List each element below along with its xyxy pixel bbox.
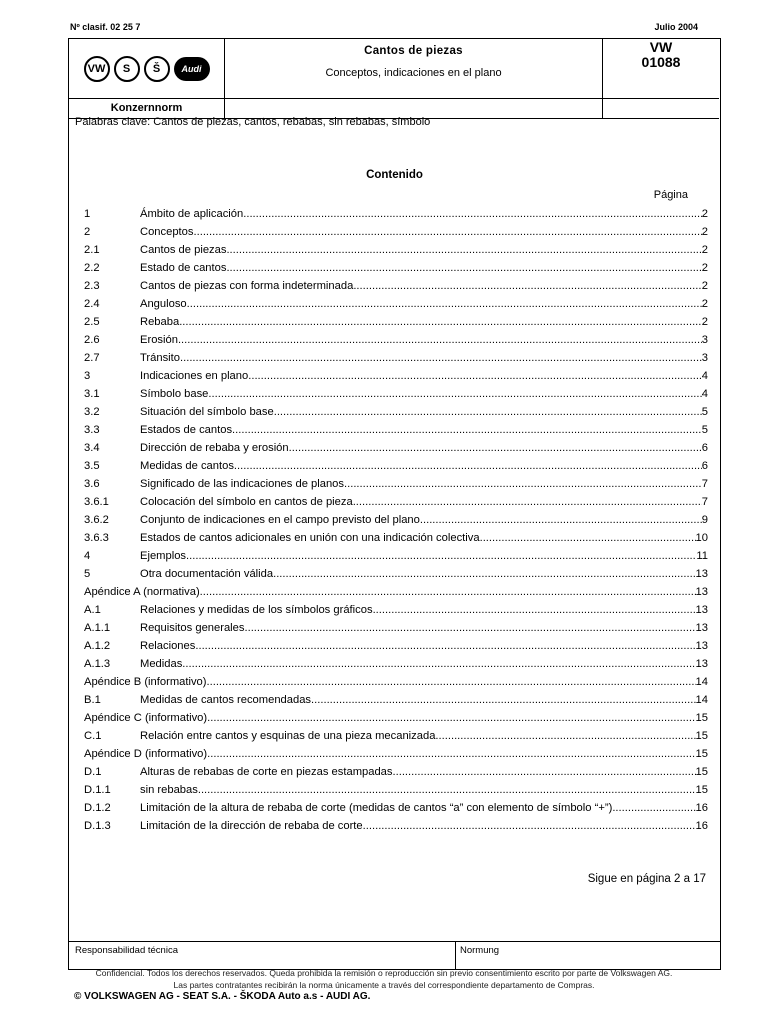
toc-leader-dots [353, 277, 701, 295]
toc-entry-number: 3.5 [84, 460, 100, 472]
toc-entry-body [140, 493, 702, 511]
toc-entry-label: Conceptos [140, 226, 194, 238]
toc-entry-page: 2 [701, 262, 708, 274]
toc-entry-number: 4 [84, 550, 91, 562]
toc-entry [84, 727, 708, 745]
toc-entry-body [140, 457, 702, 475]
toc-entry-page: 6 [701, 460, 708, 472]
toc-entry [84, 691, 708, 709]
toc-leader-dots [243, 205, 702, 223]
toc-entry-page: 7 [701, 496, 708, 508]
toc-entry-number: 3.2 [84, 406, 100, 418]
toc-entry-label: Apéndice C (informativo) [84, 712, 208, 724]
classification-number: Nº clasif. 02 25 7 [70, 22, 141, 32]
vw-logo-icon: VW [84, 56, 110, 82]
toc-entry-number: 2.7 [84, 352, 100, 364]
toc-entry-page: 15 [695, 730, 708, 742]
toc-entry-page: 2 [701, 280, 708, 292]
toc-entry-body [140, 367, 702, 385]
toc-entry [84, 511, 708, 529]
toc-entry-number: D.1.3 [84, 820, 111, 832]
toc-entry-number: 3.1 [84, 388, 100, 400]
toc-entry-label: Anguloso [140, 298, 187, 310]
toc-entry [84, 277, 708, 295]
toc-entry-body [140, 205, 702, 223]
toc-leader-dots [179, 313, 702, 331]
toc-leader-dots [182, 655, 695, 673]
toc-entry-page: 14 [695, 676, 708, 688]
toc-entry-label: Apéndice A (normativa) [84, 586, 200, 598]
toc-entry-label: Relación entre cantos y esquinas de una pieza mecanizada [140, 730, 436, 742]
toc-entry-label: Colocación del símbolo en cantos de pieza [140, 496, 353, 508]
toc-entry [84, 295, 708, 313]
toc-entry-page: 3 [701, 352, 708, 364]
toc-entry-number: 3 [84, 370, 91, 382]
toc-leader-dots [198, 781, 696, 799]
toc-entry-number: A.1.2 [84, 640, 111, 652]
toc-leader-dots [248, 367, 702, 385]
page-column-heading: Página [653, 189, 688, 201]
toc-entry-page: 3 [701, 334, 708, 346]
confidentiality-notice: Confidencial. Todos los derechos reservados. Queda prohibida la remisión o reproducción sin previo consentimiento escrito por parte de Volkswagen AG. [95, 968, 673, 978]
toc-leader-dots [207, 673, 696, 691]
title-cell [225, 39, 603, 99]
toc-entry-label: Relaciones y medidas de los símbolos gráficos [140, 604, 373, 616]
toc-entry-number: 3.6.3 [84, 532, 109, 544]
document-date: Julio 2004 [654, 22, 698, 32]
toc-entry-label: Estado de cantos [140, 262, 227, 274]
toc-entry-body [140, 547, 696, 565]
toc-entry-number: 3.6.1 [84, 496, 109, 508]
toc-entry-label: sin rebabas [140, 784, 198, 796]
toc-entry-number: 2.2 [84, 262, 100, 274]
toc-entry [84, 619, 708, 637]
toc-entry [84, 817, 708, 835]
toc-entry-body [140, 727, 696, 745]
toc-entry-body [140, 781, 696, 799]
standard-number: 01088 [641, 54, 681, 70]
toc-entry-page: 2 [701, 244, 708, 256]
toc-entry-label: Indicaciones en plano [140, 370, 249, 382]
toc-entry-label: Requisitos generales [140, 622, 245, 634]
toc-entry-body [140, 439, 702, 457]
toc-leader-dots [187, 295, 702, 313]
toc-entry-number: D.1 [84, 766, 102, 778]
toc-entry-number: 2.6 [84, 334, 100, 346]
footer-row [69, 941, 720, 969]
toc-entry [84, 367, 708, 385]
toc-entry [84, 205, 708, 223]
keywords-line: Palabras clave: Cantos de piezas, cantos, rebabas, sin rebabas, símbolo [75, 116, 431, 128]
toc-leader-dots [178, 331, 702, 349]
toc-leader-dots [363, 817, 696, 835]
toc-entry-number: 3.4 [84, 442, 100, 454]
toc-leader-dots [311, 691, 696, 709]
toc-entry [84, 439, 708, 457]
toc-entry-page: 15 [695, 784, 708, 796]
toc-entry-label: Rebaba [140, 316, 180, 328]
toc-entry-body [140, 511, 702, 529]
toc-entry-label: Medidas de cantos recomendadas [140, 694, 312, 706]
toc-entry-page: 15 [695, 712, 708, 724]
toc-entry-body [140, 817, 696, 835]
toc-entry [84, 529, 708, 547]
audi-logo-icon: Audi [174, 57, 210, 81]
toc-entry-page: 7 [701, 478, 708, 490]
toc-entry-body [140, 655, 696, 673]
toc-entry-page: 6 [701, 442, 708, 454]
document-frame [68, 38, 721, 970]
toc-entry-number: 2.4 [84, 298, 100, 310]
toc-entry-page: 15 [695, 766, 708, 778]
toc-entry-body [140, 529, 696, 547]
toc-entry-label: Limitación de la altura de rebaba de corte (medidas de cantos “a” con elemento de símbolo “+”) [140, 802, 613, 814]
toc-entry-page: 13 [695, 622, 708, 634]
contents-heading: Contenido [366, 169, 423, 181]
skoda-logo-icon: Š [144, 56, 170, 82]
toc-entry-label: Estados de cantos adicionales en unión con una indicación colectiva [140, 532, 480, 544]
toc-leader-dots [186, 547, 696, 565]
toc-entry [84, 259, 708, 277]
toc-entry-label: Erosión [140, 334, 178, 346]
toc-entry-body [140, 565, 696, 583]
technical-responsibility-label: Responsabilidad técnica [69, 942, 456, 969]
toc-entry-label: Limitación de la dirección de rebaba de corte [140, 820, 363, 832]
toc-entry-body [140, 799, 696, 817]
toc-entry-number: 1 [84, 208, 91, 220]
toc-entry-body [140, 691, 696, 709]
toc-entry [84, 313, 708, 331]
toc-entry-label: Apéndice D (informativo) [84, 748, 208, 760]
toc-entry [84, 601, 708, 619]
toc-entry [84, 799, 708, 817]
document-subtitle: Conceptos, indicaciones en el plano [325, 67, 502, 79]
toc-entry-body [140, 295, 702, 313]
toc-entry-number: B.1 [84, 694, 101, 706]
toc-entry [84, 403, 708, 421]
toc-entry [84, 655, 708, 673]
toc-entry-body [140, 403, 702, 421]
konzernnorm-label: Konzernnorm [69, 99, 225, 119]
toc-leader-dots [393, 763, 696, 781]
toc-entry-body [140, 277, 702, 295]
toc-entry [84, 331, 708, 349]
toc-leader-dots [420, 511, 702, 529]
toc-leader-dots [207, 745, 695, 763]
toc-entry-body [140, 637, 696, 655]
toc-entry [84, 763, 708, 781]
toc-entry-page: 4 [701, 388, 708, 400]
toc-entry-number: A.1.3 [84, 658, 111, 670]
toc-entry-page: 13 [695, 658, 708, 670]
toc-entry-body [140, 331, 702, 349]
toc-entry-number: 2.5 [84, 316, 100, 328]
toc-entry-page: 5 [701, 424, 708, 436]
toc-entry-body [140, 619, 696, 637]
document-title: Cantos de piezas [364, 45, 463, 57]
toc-entry-number: D.1.2 [84, 802, 111, 814]
toc-entry-body [140, 259, 702, 277]
toc-leader-dots [612, 799, 695, 817]
toc-entry [84, 241, 708, 259]
toc-entry [84, 709, 708, 727]
toc-leader-dots [194, 223, 702, 241]
toc-leader-dots [274, 403, 702, 421]
toc-entry-page: 13 [695, 586, 708, 598]
toc-entry-label: Ejemplos [140, 550, 187, 562]
toc-entry-label: Medidas de cantos [140, 460, 234, 472]
toc-entry-body [140, 349, 702, 367]
toc-leader-dots [480, 529, 696, 547]
toc-entry-page: 13 [695, 604, 708, 616]
toc-leader-dots [273, 565, 695, 583]
toc-entry-body [140, 763, 696, 781]
toc-entry-body [140, 223, 702, 241]
toc-entry-page: 2 [701, 316, 708, 328]
toc-entry-label: Situación del símbolo base [140, 406, 274, 418]
table-of-contents [84, 205, 708, 835]
toc-entry-label: Cantos de piezas [140, 244, 227, 256]
toc-entry-label: Tránsito [140, 352, 180, 364]
toc-entry-body [140, 421, 702, 439]
toc-entry-label: Cantos de piezas con forma indeterminada [140, 280, 354, 292]
toc-entry [84, 493, 708, 511]
standard-number-cell [603, 39, 719, 99]
standard-org: VW [649, 39, 673, 55]
toc-entry-page: 10 [695, 532, 708, 544]
toc-entry [84, 673, 708, 691]
toc-entry-number: 3.6 [84, 478, 100, 490]
toc-entry [84, 583, 708, 601]
toc-entry-number: C.1 [84, 730, 102, 742]
seat-logo-icon: S [114, 56, 140, 82]
toc-entry-label: Medidas [140, 658, 183, 670]
toc-entry-label: Apéndice B (informativo) [84, 676, 207, 688]
toc-entry-label: Estados de cantos [140, 424, 233, 436]
toc-entry-page: 5 [701, 406, 708, 418]
toc-entry-number: 3.6.2 [84, 514, 109, 526]
toc-entry-number: 3.3 [84, 424, 100, 436]
toc-entry-label: Ámbito de aplicación [140, 208, 244, 220]
toc-entry [84, 457, 708, 475]
toc-entry-body [84, 745, 696, 763]
toc-entry [84, 547, 708, 565]
toc-entry-label: Alturas de rebabas de corte en piezas estampadas [140, 766, 393, 778]
toc-leader-dots [353, 493, 702, 511]
toc-entry [84, 385, 708, 403]
toc-entry [84, 349, 708, 367]
toc-leader-dots [344, 475, 702, 493]
toc-entry-page: 13 [695, 640, 708, 652]
toc-entry-body [140, 313, 702, 331]
toc-leader-dots [180, 349, 702, 367]
toc-entry-page: 16 [695, 820, 708, 832]
toc-entry-body [84, 583, 696, 601]
toc-entry-body [140, 241, 702, 259]
toc-entry-body [140, 601, 696, 619]
toc-entry-page: 2 [701, 298, 708, 310]
toc-leader-dots [208, 385, 701, 403]
normung-label: Normung [460, 945, 500, 956]
toc-entry [84, 745, 708, 763]
purchasing-notice: Las partes contratantes recibirán la norma únicamente a través del correspondiente departamento de Compras. [173, 980, 595, 990]
toc-entry-page: 16 [695, 802, 708, 814]
toc-leader-dots [207, 709, 695, 727]
continuation-note: Sigue en página 2 a 17 [587, 873, 706, 885]
toc-leader-dots [234, 457, 702, 475]
toc-entry-page: 14 [695, 694, 708, 706]
toc-entry-page: 11 [696, 550, 708, 562]
toc-entry [84, 781, 708, 799]
toc-entry-page: 9 [701, 514, 708, 526]
toc-entry-page: 2 [701, 226, 708, 238]
toc-entry-page: 2 [701, 208, 708, 220]
toc-entry-number: 2.1 [84, 244, 100, 256]
toc-entry [84, 223, 708, 241]
toc-leader-dots [200, 583, 696, 601]
toc-entry-number: D.1.1 [84, 784, 111, 796]
toc-entry-page: 15 [695, 748, 708, 760]
toc-entry-page: 4 [701, 370, 708, 382]
toc-entry-number: A.1 [84, 604, 101, 616]
toc-entry [84, 637, 708, 655]
toc-entry [84, 421, 708, 439]
toc-entry-number: 2 [84, 226, 91, 238]
toc-leader-dots [232, 421, 702, 439]
toc-leader-dots [289, 439, 702, 457]
toc-entry-label: Otra documentación válida [140, 568, 274, 580]
toc-entry [84, 565, 708, 583]
toc-entry-body [84, 709, 696, 727]
toc-leader-dots [195, 637, 695, 655]
toc-entry-body [140, 385, 702, 403]
toc-leader-dots [244, 619, 695, 637]
toc-entry-label: Símbolo base [140, 388, 209, 400]
toc-leader-dots [435, 727, 695, 745]
toc-leader-dots [226, 241, 701, 259]
toc-entry-label: Dirección de rebaba y erosión [140, 442, 289, 454]
toc-entry-number: A.1.1 [84, 622, 111, 634]
toc-entry-label: Relaciones [140, 640, 196, 652]
toc-entry-number: 5 [84, 568, 91, 580]
toc-leader-dots [373, 601, 696, 619]
toc-entry-page: 13 [695, 568, 708, 580]
toc-entry-label: Conjunto de indicaciones en el campo previsto del plano [140, 514, 420, 526]
toc-entry-number: 2.3 [84, 280, 100, 292]
toc-entry-label: Significado de las indicaciones de planos [140, 478, 344, 490]
toc-entry-body [140, 475, 702, 493]
brand-logos [69, 39, 225, 99]
header-empty-cell-right [603, 99, 719, 119]
toc-entry-body [84, 673, 696, 691]
toc-entry [84, 475, 708, 493]
toc-leader-dots [226, 259, 701, 277]
copyright-line: © VOLKSWAGEN AG - SEAT S.A. - ŠKODA Auto a.s - AUDI AG. [74, 991, 371, 1002]
